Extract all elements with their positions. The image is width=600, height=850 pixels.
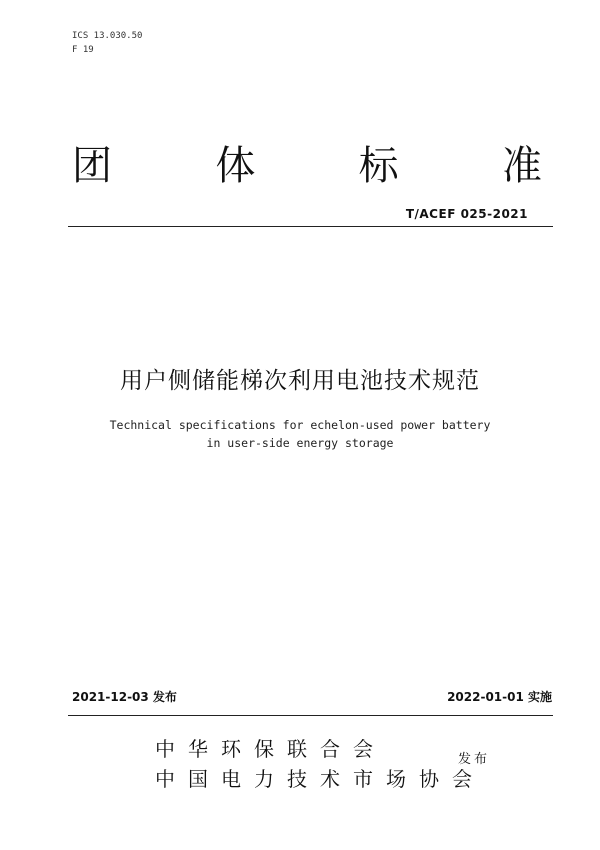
issuer-org-1: 中华环保联合会 (155, 737, 386, 761)
standard-type-char: 体 (215, 143, 256, 189)
standard-type-char: 团 (72, 143, 112, 189)
issuer-org-2: 中国电力技术市场协会 (155, 767, 485, 791)
standard-type-heading (72, 140, 542, 192)
standard-number: T/ACEF 025-2021 (405, 207, 528, 221)
standard-type-char: 准 (501, 143, 542, 189)
issue-label: 发布 (458, 752, 491, 767)
ics-code: ICS 13.030.50 (72, 31, 143, 41)
standard-type-char: 标 (358, 143, 399, 189)
top-divider (68, 226, 553, 227)
english-title-line1: Technical specifications for echelon-used power battery (109, 418, 491, 432)
english-title-line2: in user-side energy storage (206, 436, 394, 450)
publish-date: 2021-12-03 发布 (72, 690, 177, 704)
implement-date: 2022-01-01 实施 (447, 690, 552, 704)
chinese-title: 用户侧储能梯次利用电池技术规范 (120, 368, 480, 394)
ccs-code: F 19 (72, 45, 94, 55)
bottom-divider (68, 715, 553, 716)
